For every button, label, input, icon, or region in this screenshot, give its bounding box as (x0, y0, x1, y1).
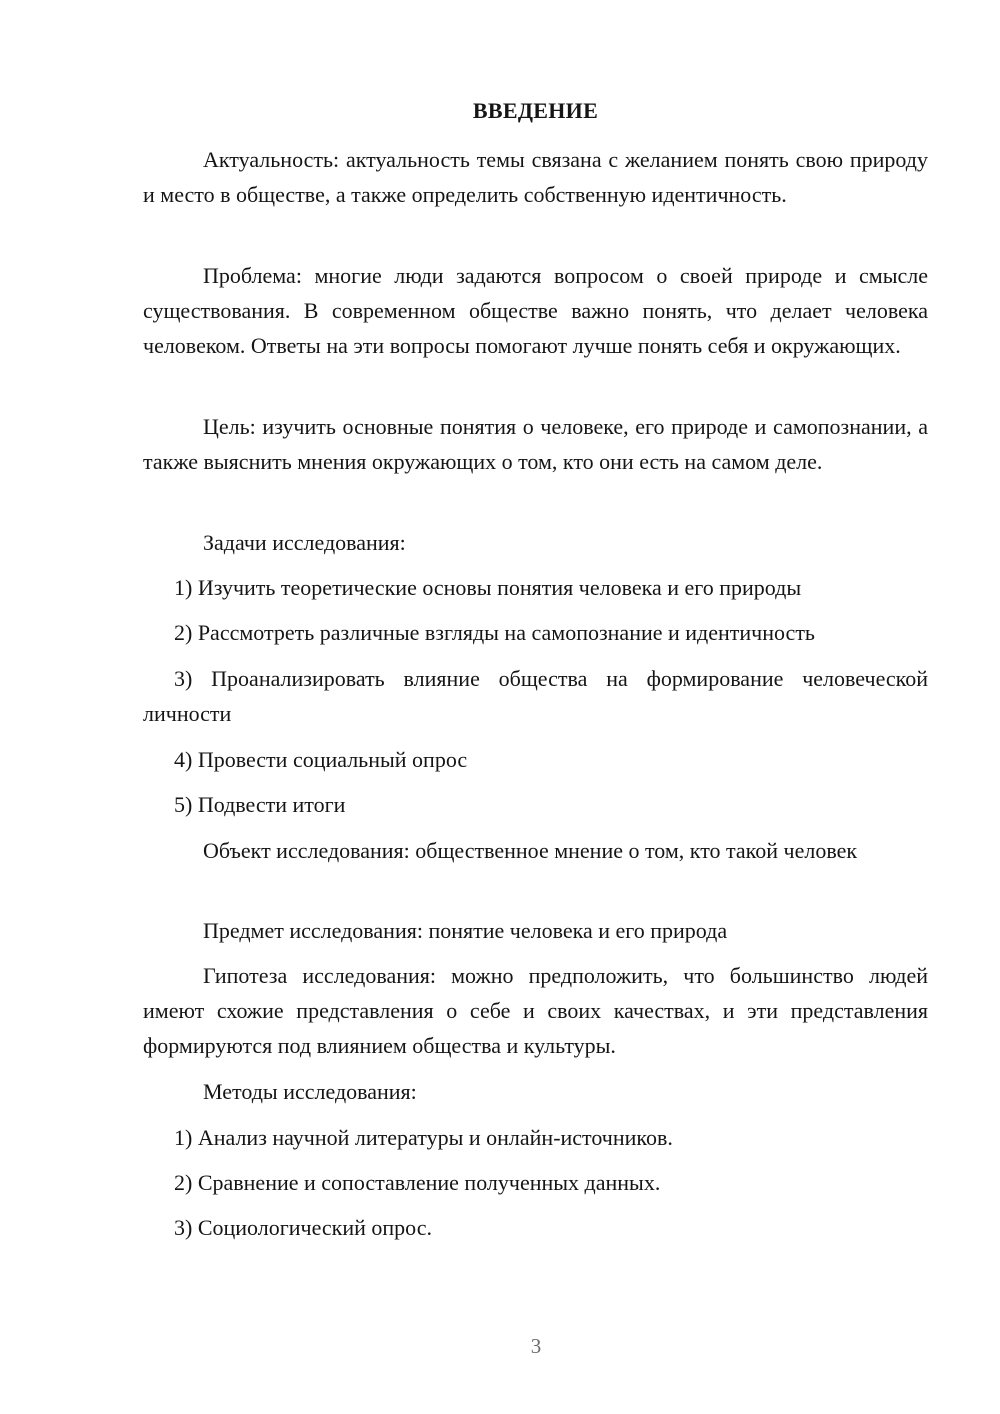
problem-paragraph: Проблема: многие люди задаются вопросом о своей природе и смысле существования. В современном обществе важно понять, что делает человека человеком. Ответы на эти вопросы помогают лучше понять себя и окружающих. (143, 263, 928, 358)
object-paragraph: Объект исследования: общественное мнение о том, кто такой человек (203, 838, 858, 863)
task-item-3: 3) Проанализировать влияние общества на формирование человеческой личности (143, 666, 928, 726)
hypothesis-paragraph: Гипотеза исследования: можно предположить, что большинство людей имеют схожие представления о себе и своих качествах, и эти представления формируются под влиянием общества и культуры. (143, 963, 928, 1058)
task-item-2: 2) Рассмотреть различные взгляды на самопознание и идентичность (174, 620, 815, 645)
task-item-1: 1) Изучить теоретические основы понятия человека и его природы (174, 575, 802, 600)
relevance-paragraph: Актуальность: актуальность темы связана с желанием понять свою природу и место в обществе, а также определить собственную идентичность. (143, 147, 928, 207)
method-item-3: 3) Социологический опрос. (174, 1215, 432, 1240)
tasks-heading: Задачи исследования: (203, 530, 406, 555)
goal-paragraph: Цель: изучить основные понятия о человеке, его природе и самопознании, а также выяснить мнения окружающих о том, кто они есть на самом деле. (143, 414, 928, 474)
task-item-4: 4) Провести социальный опрос (174, 747, 468, 772)
method-item-2: 2) Сравнение и сопоставление полученных данных. (174, 1170, 661, 1195)
methods-heading: Методы исследования: (203, 1079, 417, 1104)
method-item-1: 1) Анализ научной литературы и онлайн-источников. (174, 1125, 673, 1150)
task-item-5: 5) Подвести итоги (174, 792, 346, 817)
section-title: ВВЕДЕНИЕ (472, 98, 599, 123)
page-number: 3 (530, 1334, 542, 1358)
subject-paragraph: Предмет исследования: понятие человека и его природа (203, 918, 728, 943)
